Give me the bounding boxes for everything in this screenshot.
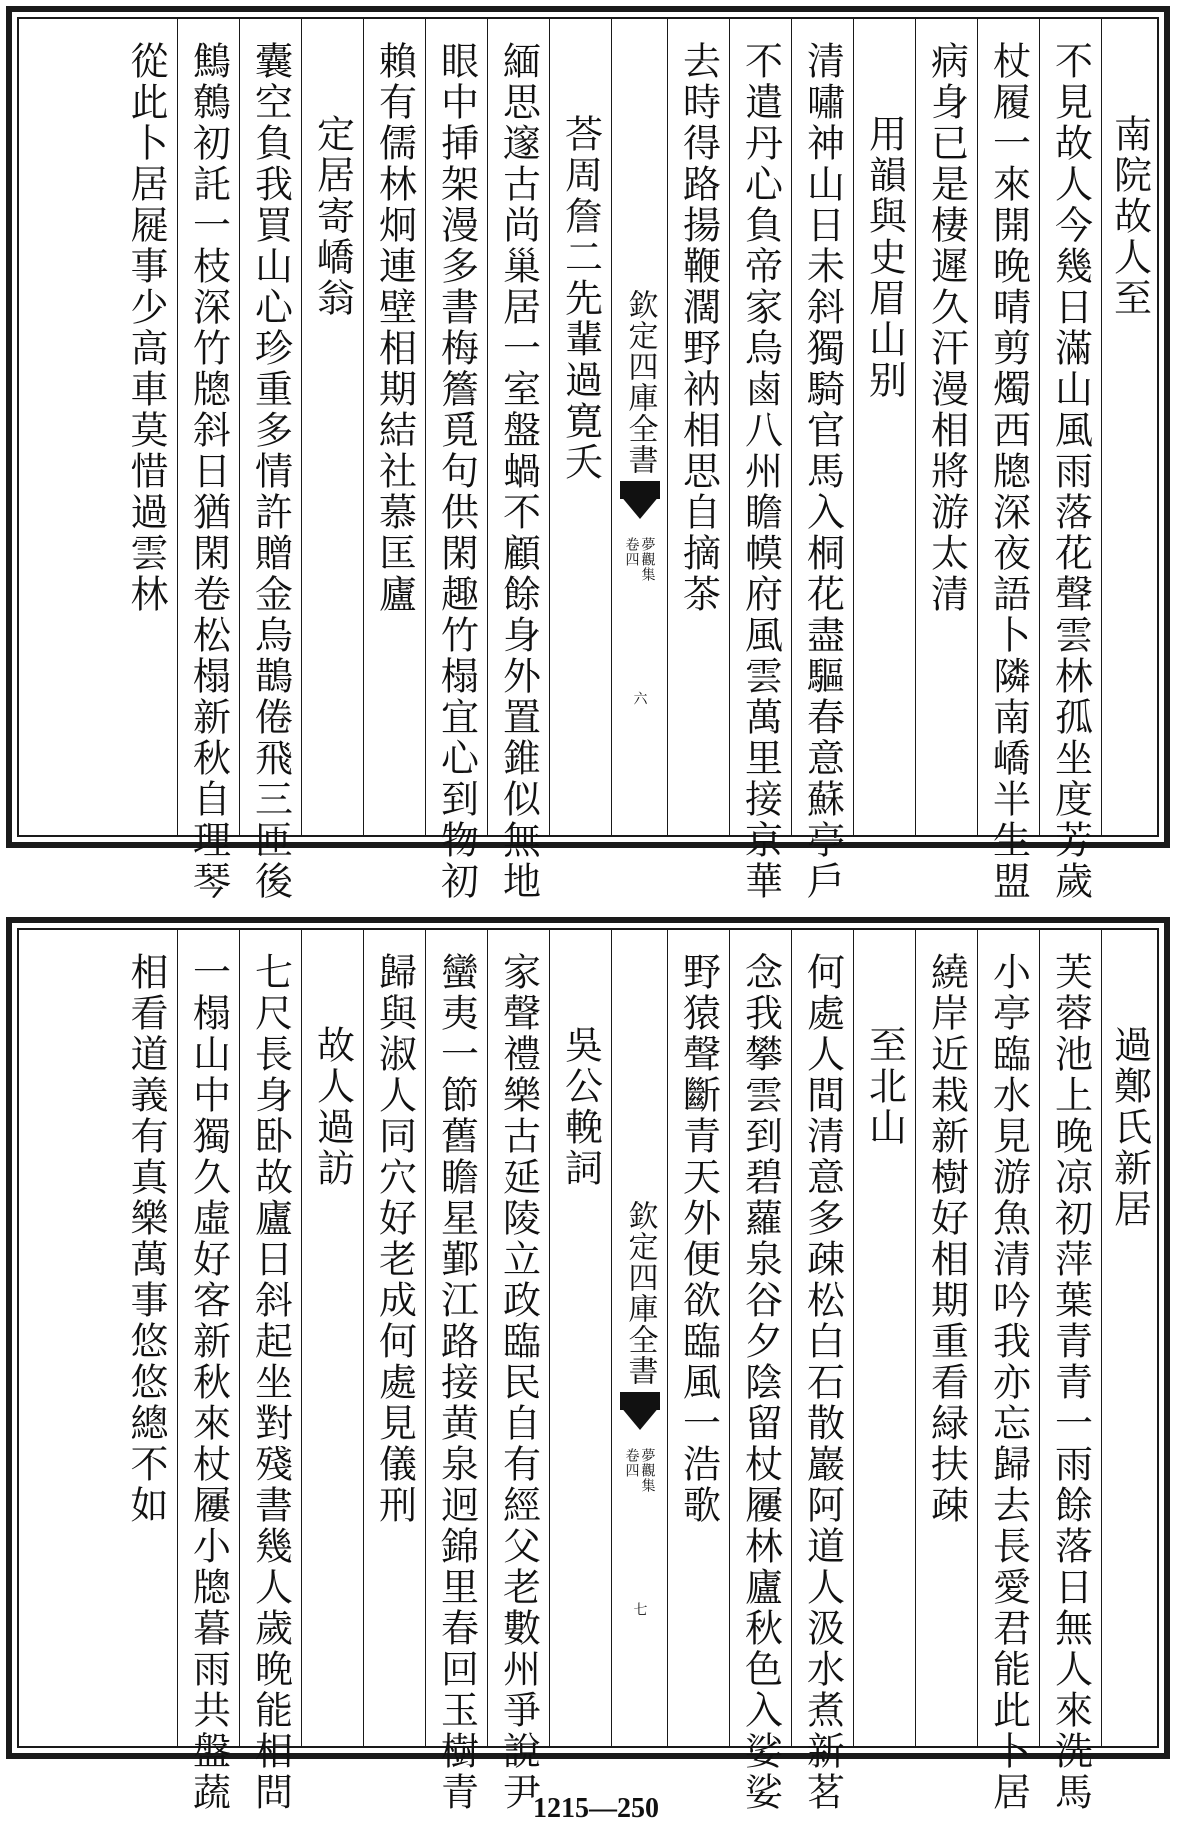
page-number: 1215—250 <box>533 1793 659 1824</box>
poem-line: 眼中挿架漫多書梅簷覓句供閑趣竹榻宜心到物初 <box>434 41 479 902</box>
poem-line: 野猿聲斷青天外便欲臨風一浩歌 <box>676 952 721 1526</box>
fishtail-mark-icon <box>620 481 660 523</box>
poem-text-column <box>915 930 977 1746</box>
poem-title-column <box>549 930 611 1746</box>
poem-text-column <box>1039 19 1101 902</box>
poem-title-column <box>853 930 915 1746</box>
page-top <box>6 6 1170 902</box>
poem-text-column <box>487 19 549 902</box>
book-title: 夢觀集 <box>639 1447 656 1493</box>
poem-text-column <box>425 930 487 1813</box>
poem-text-column <box>363 19 425 835</box>
volume-label: 卷四 <box>623 536 640 567</box>
poem-line: 念我攀雲到碧蘿泉谷夕陰留杖屨林廬秋色入娑娑 <box>738 952 783 1813</box>
leaf-number: 六 <box>631 691 648 705</box>
poem-text-column <box>977 19 1039 902</box>
poem-title-column <box>301 19 363 835</box>
poem-line: 杖履一來開晚晴剪燭西牕深夜語卜隣南嶠半生盟 <box>986 41 1031 902</box>
poem-line: 不遣丹心負帝家烏鹵八州瞻幙府風雲萬里接京華 <box>738 41 783 902</box>
volume-label: 卷四 <box>623 1447 640 1478</box>
poem-line: 一榻山中獨久虛好客新秋來杖屨小牕暮雨共盤蔬 <box>186 952 231 1813</box>
poem-title-column <box>1101 930 1157 1746</box>
poem-text-column <box>977 930 1039 1813</box>
poem-title: 至北山 <box>862 1025 907 1148</box>
poem-text-column <box>363 930 425 1746</box>
poem-title-column <box>1101 19 1157 835</box>
center-collection-title: 欽定四庫全書 <box>622 288 658 475</box>
poem-title-column <box>549 19 611 835</box>
poem-line: 歸與淑人同穴好老成何處見儀刑 <box>372 952 417 1526</box>
poem-line: 緬思邃古尚巢居一室盤蝸不顧餘身外置錐似無地 <box>496 41 541 902</box>
poem-title: 故人過訪 <box>310 1025 355 1189</box>
poem-line: 從此卜居屣事少高車莫惜過雲林 <box>124 41 168 615</box>
poem-text-column <box>239 19 301 902</box>
book-title-block <box>625 537 655 582</box>
poem-text-column <box>729 19 791 902</box>
poem-line: 病身已是棲遲久汗漫相將游太清 <box>924 41 969 615</box>
poem-title: 南院故人至 <box>1107 114 1152 319</box>
poem-line: 不見故人今幾日滿山風雨落花聲雲林孤坐度芳歲 <box>1048 41 1093 902</box>
center-margin <box>611 19 667 835</box>
poem-text-column <box>239 930 301 1813</box>
poem-title: 用韻與史眉山别 <box>862 114 907 401</box>
poem-text-column <box>177 930 239 1813</box>
poem-text-column <box>791 19 853 902</box>
fishtail-mark-icon <box>620 1392 660 1434</box>
poem-line: 繞岸近栽新樹好相期重看緑扶疎 <box>924 952 969 1526</box>
poem-text-column <box>729 930 791 1813</box>
poem-line: 小亭臨水見游魚清吟我亦忘歸去長愛君能此卜居 <box>986 952 1031 1813</box>
poem-title-column <box>853 19 915 835</box>
poem-text-column <box>115 930 177 1746</box>
poem-text-column <box>177 19 239 902</box>
book-title: 夢觀集 <box>639 536 656 582</box>
page-frame <box>17 17 1159 902</box>
poem-title: 吳公輓詞 <box>558 1025 603 1189</box>
poem-line: 何處人間清意多疎松白石散巖阿道人汲水煮新茗 <box>800 952 845 1813</box>
poem-text-column <box>115 19 177 835</box>
poem-line: 芙蓉池上晚凉初萍葉青青一雨餘落日無人來洗馬 <box>1048 952 1093 1813</box>
poem-line: 囊空負我買山心珍重多情許贈金烏鵲倦飛三匝後 <box>248 41 293 902</box>
poem-text-column <box>791 930 853 1813</box>
poem-text-column <box>667 930 729 1746</box>
poem-line: 相看道義有真樂萬事悠悠總不如 <box>124 952 168 1526</box>
poem-line: 賴有儒林炯連壁相期結社慕匡廬 <box>372 41 417 615</box>
leaf-number: 七 <box>631 1602 648 1616</box>
book-title-block <box>625 1448 655 1493</box>
poem-line: 去時得路揚鞭濶野衲相思自摘茶 <box>676 41 721 615</box>
poem-title: 過鄭氏新居 <box>1107 1025 1152 1230</box>
poem-text-column <box>1039 930 1101 1813</box>
poem-line: 七尺長身卧故廬日斜起坐對殘書幾人歲晚能相問 <box>248 952 293 1813</box>
center-margin <box>611 930 667 1746</box>
poem-text-column <box>487 930 549 1813</box>
poem-line: 鷦鷯初託一枝深竹牕斜日猶閑卷松榻新秋自理琴 <box>186 41 231 902</box>
poem-title: 定居寄嶠翁 <box>310 114 355 319</box>
poem-title: 荅周詹二先輩過寛夭 <box>558 114 603 483</box>
poem-text-column <box>425 19 487 902</box>
poem-text-column <box>667 19 729 835</box>
poem-title-column <box>301 930 363 1746</box>
poem-line: 清嘯神山日未斜獨騎官馬入桐花盡驅春意蘇亭戶 <box>800 41 845 902</box>
poem-line: 蠻夷一節舊瞻星鄞江路接黄泉迥錦里春回玉樹青 <box>434 952 479 1813</box>
poem-line: 家聲禮樂古延陵立政臨民自有經父老數州爭說尹 <box>496 952 541 1813</box>
center-collection-title: 欽定四庫全書 <box>622 1199 658 1386</box>
poem-text-column <box>915 19 977 835</box>
